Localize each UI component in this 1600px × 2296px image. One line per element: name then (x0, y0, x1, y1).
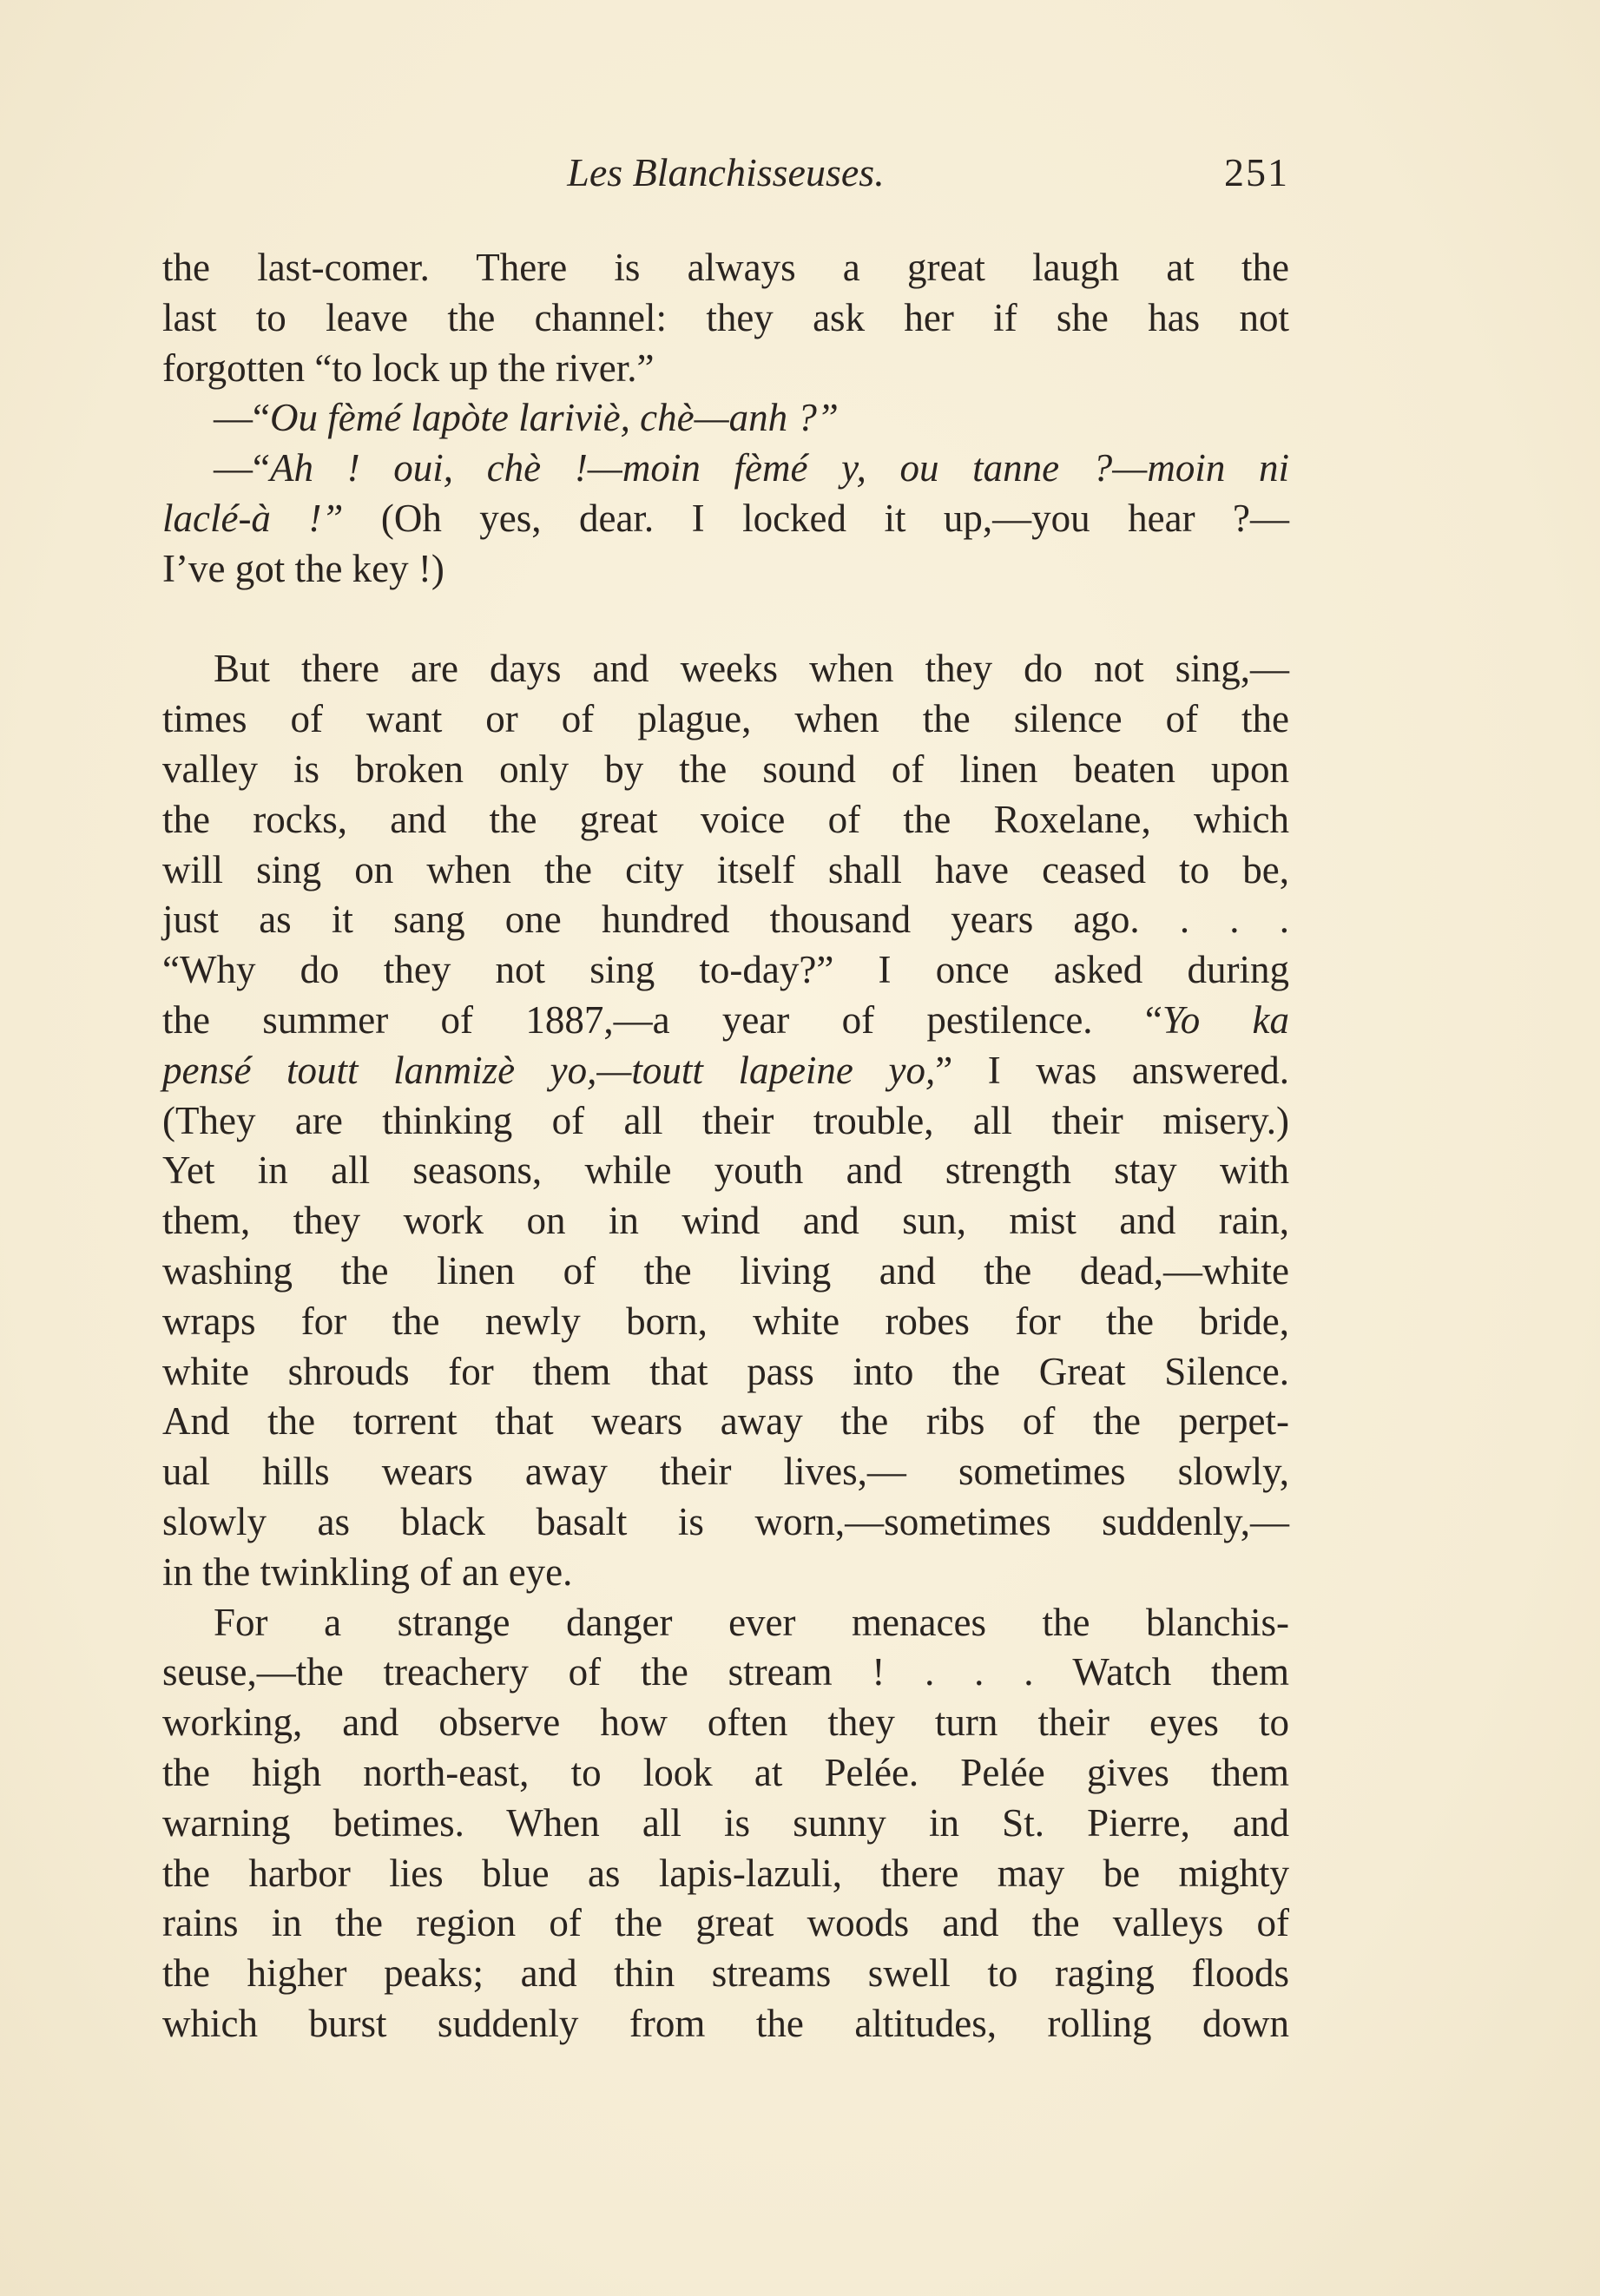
text-span: ual hills wears away their lives,— sometimes slowly, (162, 1450, 1289, 1494)
text-line (162, 744, 1289, 794)
text-span: the high north-east, to look at Pelée. Pelée gives them (162, 1751, 1289, 1794)
text-span: And the torrent that wears away the ribs of the perpet- (162, 1399, 1289, 1444)
text-span: (Oh yes, dear. I locked it up,—you hear ?— (343, 497, 1289, 540)
text-line (162, 1948, 1289, 1998)
text-span: white shrouds for them that pass into the Great Silence. (162, 1349, 1289, 1393)
text-line (162, 995, 1289, 1045)
text-span: seuse,—the treachery of the stream ! . . . Watch them (162, 1650, 1289, 1694)
text-span: the summer of 1887,—a year of pestilence. “ (162, 998, 1162, 1042)
text-line (162, 1998, 1289, 2049)
text-line (162, 845, 1289, 895)
text-line (162, 694, 1289, 744)
text-span: will sing on when the city itself shall have ceased to be, (162, 847, 1289, 891)
text-span: warning betimes. When all is sunny in St. Pierre, and (162, 1800, 1289, 1845)
text-span: But there are days and weeks when they do not sing,— (214, 647, 1289, 691)
text-span: just as it sang one hundred thousand years ago. . . . (162, 898, 1289, 942)
text-line (162, 1747, 1289, 1798)
text-span: (They are thinking of all their trouble, all their misery.) (162, 1098, 1289, 1142)
text-line (162, 1446, 1289, 1497)
italic-text: laclé-à !” (162, 497, 344, 540)
text-span: the last-comer. There is always a great laugh at the (162, 246, 1289, 289)
page-number: 251 (1224, 150, 1289, 194)
text-span: —“ (214, 396, 270, 440)
italic-text: pensé toutt lanmizè yo,—toutt lapeine yo, (162, 1048, 936, 1092)
italic-text: Ou fèmé lapòte lariviè, chè—anh ?” (269, 396, 839, 440)
text-line (162, 1145, 1289, 1195)
text-line (162, 1497, 1289, 1547)
text-line (162, 1095, 1289, 1146)
text-span: I’ve got the key !) (162, 546, 444, 590)
text-line (162, 1195, 1289, 1246)
page-header (162, 149, 1289, 201)
text-span: forgotten “to lock up the river.” (162, 345, 655, 390)
text-span: wraps for the newly born, white robes for the bride, (162, 1299, 1289, 1343)
text-span: working, and observe how often they turn their eyes to (162, 1701, 1289, 1745)
text-line (162, 1848, 1289, 1898)
text-span: rains in the region of the great woods and the valleys of (162, 1901, 1289, 1945)
text-line (162, 1045, 1289, 1095)
text-line (162, 944, 1289, 995)
text-line (162, 392, 1289, 443)
text-line (162, 1346, 1289, 1397)
text-line (162, 343, 1289, 393)
text-line (162, 242, 1289, 293)
text-span: “Why do they not sing to-day?” I once asked during (162, 948, 1289, 992)
text-line (162, 543, 1289, 594)
text-span: in the twinkling of an eye. (162, 1549, 573, 1594)
text-line (162, 1898, 1289, 1948)
text-line (162, 894, 1289, 944)
text-span: ” I was answered. (935, 1048, 1290, 1092)
text-span: Yet in all seasons, while youth and strength stay with (162, 1148, 1289, 1193)
text-line (162, 643, 1289, 694)
text-span: which burst suddenly from the altitudes, rolling down (162, 2002, 1289, 2045)
text-line (162, 1296, 1289, 1346)
text-span: slowly as black basalt is worn,—sometimes suddenly,— (162, 1500, 1289, 1543)
text-line (162, 1396, 1289, 1446)
text-span: the harbor lies blue as lapis-lazuli, there may be mighty (162, 1851, 1289, 1895)
text-line (162, 1798, 1289, 1848)
italic-text: Ah ! oui, chè !—moin fèmé y, ou tanne ?—moin ni (269, 446, 1289, 490)
text-line (162, 1697, 1289, 1747)
text-line (162, 1246, 1289, 1296)
text-span: —“ (214, 446, 270, 490)
text-line (162, 794, 1289, 845)
running-title: Les Blanchisseuses. (567, 150, 885, 194)
text-line (162, 1597, 1289, 1648)
text-line (162, 493, 1289, 543)
text-span: times of want or of plague, when the silence of the (162, 697, 1289, 741)
text-span: them, they work on in wind and sun, mist and rain, (162, 1199, 1289, 1243)
text-line (162, 443, 1289, 493)
text-span: the rocks, and the great voice of the Roxelane, which (162, 797, 1289, 841)
text-span: For a strange danger ever menaces the blanchis- (214, 1600, 1289, 1644)
text-span: the higher peaks; and thin streams swell to raging floods (162, 1951, 1289, 1996)
italic-text: Yo ka (1162, 998, 1289, 1042)
text-span: washing the linen of the living and the dead,—white (162, 1249, 1289, 1293)
text-span: last to leave the channel: they ask her if she has not (162, 295, 1289, 339)
text-line (162, 1547, 1289, 1597)
text-line (162, 293, 1289, 343)
text-span: valley is broken only by the sound of linen beaten upon (162, 747, 1289, 791)
text-line (162, 1647, 1289, 1697)
